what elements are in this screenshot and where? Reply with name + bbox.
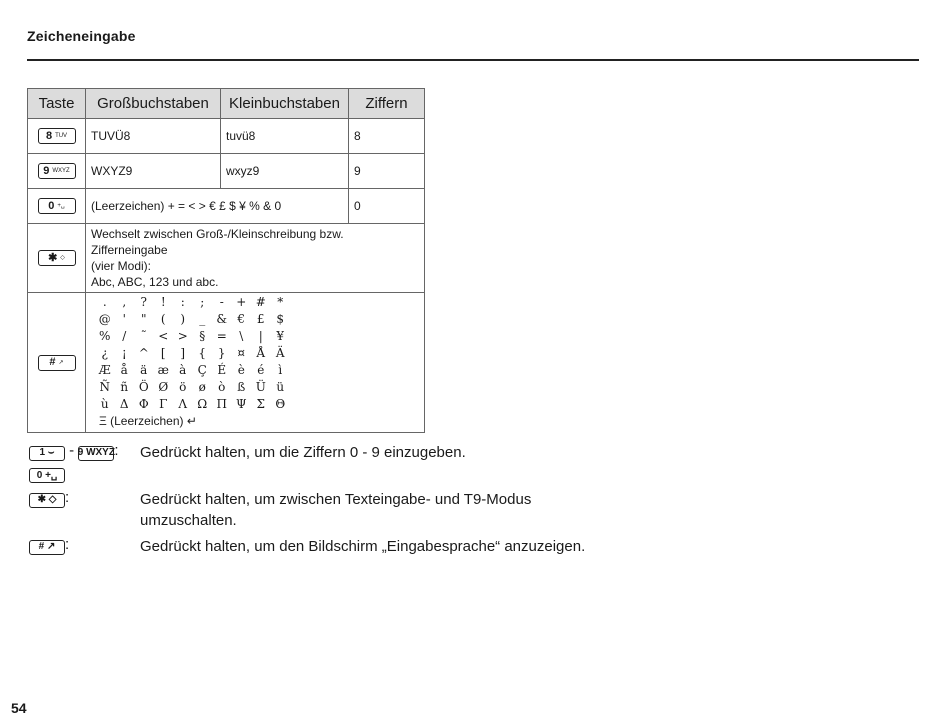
symbol-char: , [122, 295, 127, 309]
cell-description: Wechselt zwischen Groß-/Kleinschreibung bzw. Zifferneingabe (vier Modi): Abc, ABC, 123 und abc. [86, 224, 425, 293]
page-number: 54 [11, 700, 27, 716]
symbol-char: . [102, 295, 107, 309]
symbol-char: ¡ [121, 346, 127, 360]
symbol-char: Ç [197, 363, 207, 377]
key-8-icon: 8 TUV [38, 128, 76, 144]
note-text: Gedrückt halten, um zwischen Texteingabe- und T9-Modus umzuschalten. [140, 491, 532, 529]
table-row [28, 119, 425, 154]
cell-combined: (Leerzeichen) + = < > € £ $ ¥ % & 0 [86, 189, 349, 224]
cell-digits: 9 [349, 154, 425, 189]
symbol-char: ) [180, 312, 186, 326]
symbol-char: ! [160, 295, 166, 309]
symbol-char: @ [98, 312, 111, 326]
symbol-char: ; [200, 295, 205, 309]
key-0-icon: 0 +␣ [38, 198, 76, 214]
cell-upper: TUVÜ8 [86, 119, 221, 154]
character-table [27, 88, 425, 433]
symbol-char: Ñ [99, 380, 110, 394]
symbol-char: é [257, 363, 265, 377]
symbol-char: ' [122, 312, 126, 326]
column-header-digits: Ziffern [349, 89, 425, 119]
symbol-char: É [217, 363, 227, 377]
key-9-icon: 9 WXYZ [38, 163, 76, 179]
symbol-char: ö [179, 380, 187, 394]
symbol-char: Θ [275, 397, 286, 411]
symbol-char: Ö [138, 380, 149, 394]
symbol-char: € [237, 312, 246, 326]
symbol-char: % [99, 329, 111, 343]
key-hash-icon: # ↗ [38, 355, 76, 371]
symbol-char: & [216, 312, 228, 326]
symbol-char: ? [140, 295, 147, 309]
symbol-char: : [180, 295, 185, 309]
symbol-char: ( [160, 312, 166, 326]
symbol-char: ä [140, 363, 148, 377]
symbol-char: ¤ [237, 346, 246, 360]
symbol-char: / [122, 329, 127, 343]
symbol-char: Ü [255, 380, 266, 394]
symbol-char: ] [180, 346, 186, 360]
table-row [28, 154, 425, 189]
symbol-char: | [258, 329, 263, 343]
symbol-char: + [236, 295, 247, 309]
cell-symbols [86, 293, 425, 433]
symbol-char: ¿ [101, 346, 108, 360]
symbol-char: ù [100, 397, 109, 411]
symbol-char: ø [198, 380, 206, 394]
symbol-char: - [219, 295, 224, 309]
table-row [28, 224, 425, 293]
symbol-char: Λ [178, 397, 188, 411]
column-header-key: Taste [28, 89, 86, 119]
column-header-upper: Großbuchstaben [86, 89, 221, 119]
symbol-char: § [199, 329, 206, 343]
symbol-char: Φ [138, 397, 149, 411]
symbol-char: < [158, 329, 169, 343]
key-9-icon: 9 WXYZ [78, 446, 114, 461]
symbol-char: ß [237, 380, 246, 394]
symbol-char: # [255, 295, 266, 309]
symbol-char: ñ [120, 380, 129, 394]
symbol-char: £ [256, 312, 265, 326]
symbol-char: ü [276, 380, 285, 394]
note-text: Gedrückt halten, um den Bildschirm „Eingabesprache“ anzuzeigen. [140, 538, 586, 555]
key-0-icon: 0 +␣ [29, 468, 65, 483]
symbol-char: å [120, 363, 128, 377]
table-row [28, 189, 425, 224]
symbol-char: { [198, 346, 207, 360]
symbol-char: à [179, 363, 187, 377]
symbol-char: è [237, 363, 245, 377]
symbol-char: æ [157, 363, 169, 377]
symbol-char: Ω [197, 397, 208, 411]
symbol-char: " [140, 312, 147, 326]
symbol-char: Γ [159, 397, 168, 411]
symbol-char: Ψ [235, 397, 247, 411]
symbol-char: * [277, 295, 284, 309]
symbol-char: ò [218, 380, 226, 394]
symbol-char: _ [199, 312, 206, 326]
symbol-char: Å [256, 346, 266, 360]
cell-lower: wxyz9 [221, 154, 349, 189]
cell-upper: WXYZ9 [86, 154, 221, 189]
page-title: Zeicheneingabe [27, 28, 136, 44]
symbol-char: \ [239, 329, 244, 343]
symbol-char: Σ [256, 397, 265, 411]
symbol-char: = [216, 329, 227, 343]
symbol-char: Π [216, 397, 227, 411]
table-row [28, 293, 425, 433]
symbol-last-line: Ξ (Leerzeichen) ↵ [99, 414, 197, 428]
note-text: Gedrückt halten, um die Ziffern 0 - 9 einzugeben. [140, 444, 466, 461]
symbol-char: Δ [119, 397, 129, 411]
symbol-char: ¥ [276, 329, 285, 343]
symbol-char: $ [276, 312, 285, 326]
symbol-char: Æ [98, 363, 111, 377]
symbol-grid [91, 294, 419, 413]
symbol-char: Ä [275, 346, 285, 360]
cell-digits: 0 [349, 189, 425, 224]
column-header-lower: Kleinbuchstaben [221, 89, 349, 119]
table-header-row [28, 89, 425, 119]
key-1-icon: 1 ⌣ [29, 446, 65, 461]
symbol-char: } [217, 346, 226, 360]
key-star-icon: ✱ ◇ [38, 250, 76, 266]
title-divider [27, 59, 919, 61]
symbol-char: ^ [138, 346, 149, 360]
symbol-char: Ø [158, 380, 169, 394]
cell-lower: tuvü8 [221, 119, 349, 154]
symbol-char: ì [278, 363, 283, 377]
cell-digits: 8 [349, 119, 425, 154]
symbol-char: > [177, 329, 188, 343]
key-hash-icon: # ↗ [29, 540, 65, 555]
key-star-icon: ✱ ◇ [29, 493, 65, 508]
symbol-char: [ [160, 346, 166, 360]
symbol-char: ˜ [140, 329, 147, 343]
